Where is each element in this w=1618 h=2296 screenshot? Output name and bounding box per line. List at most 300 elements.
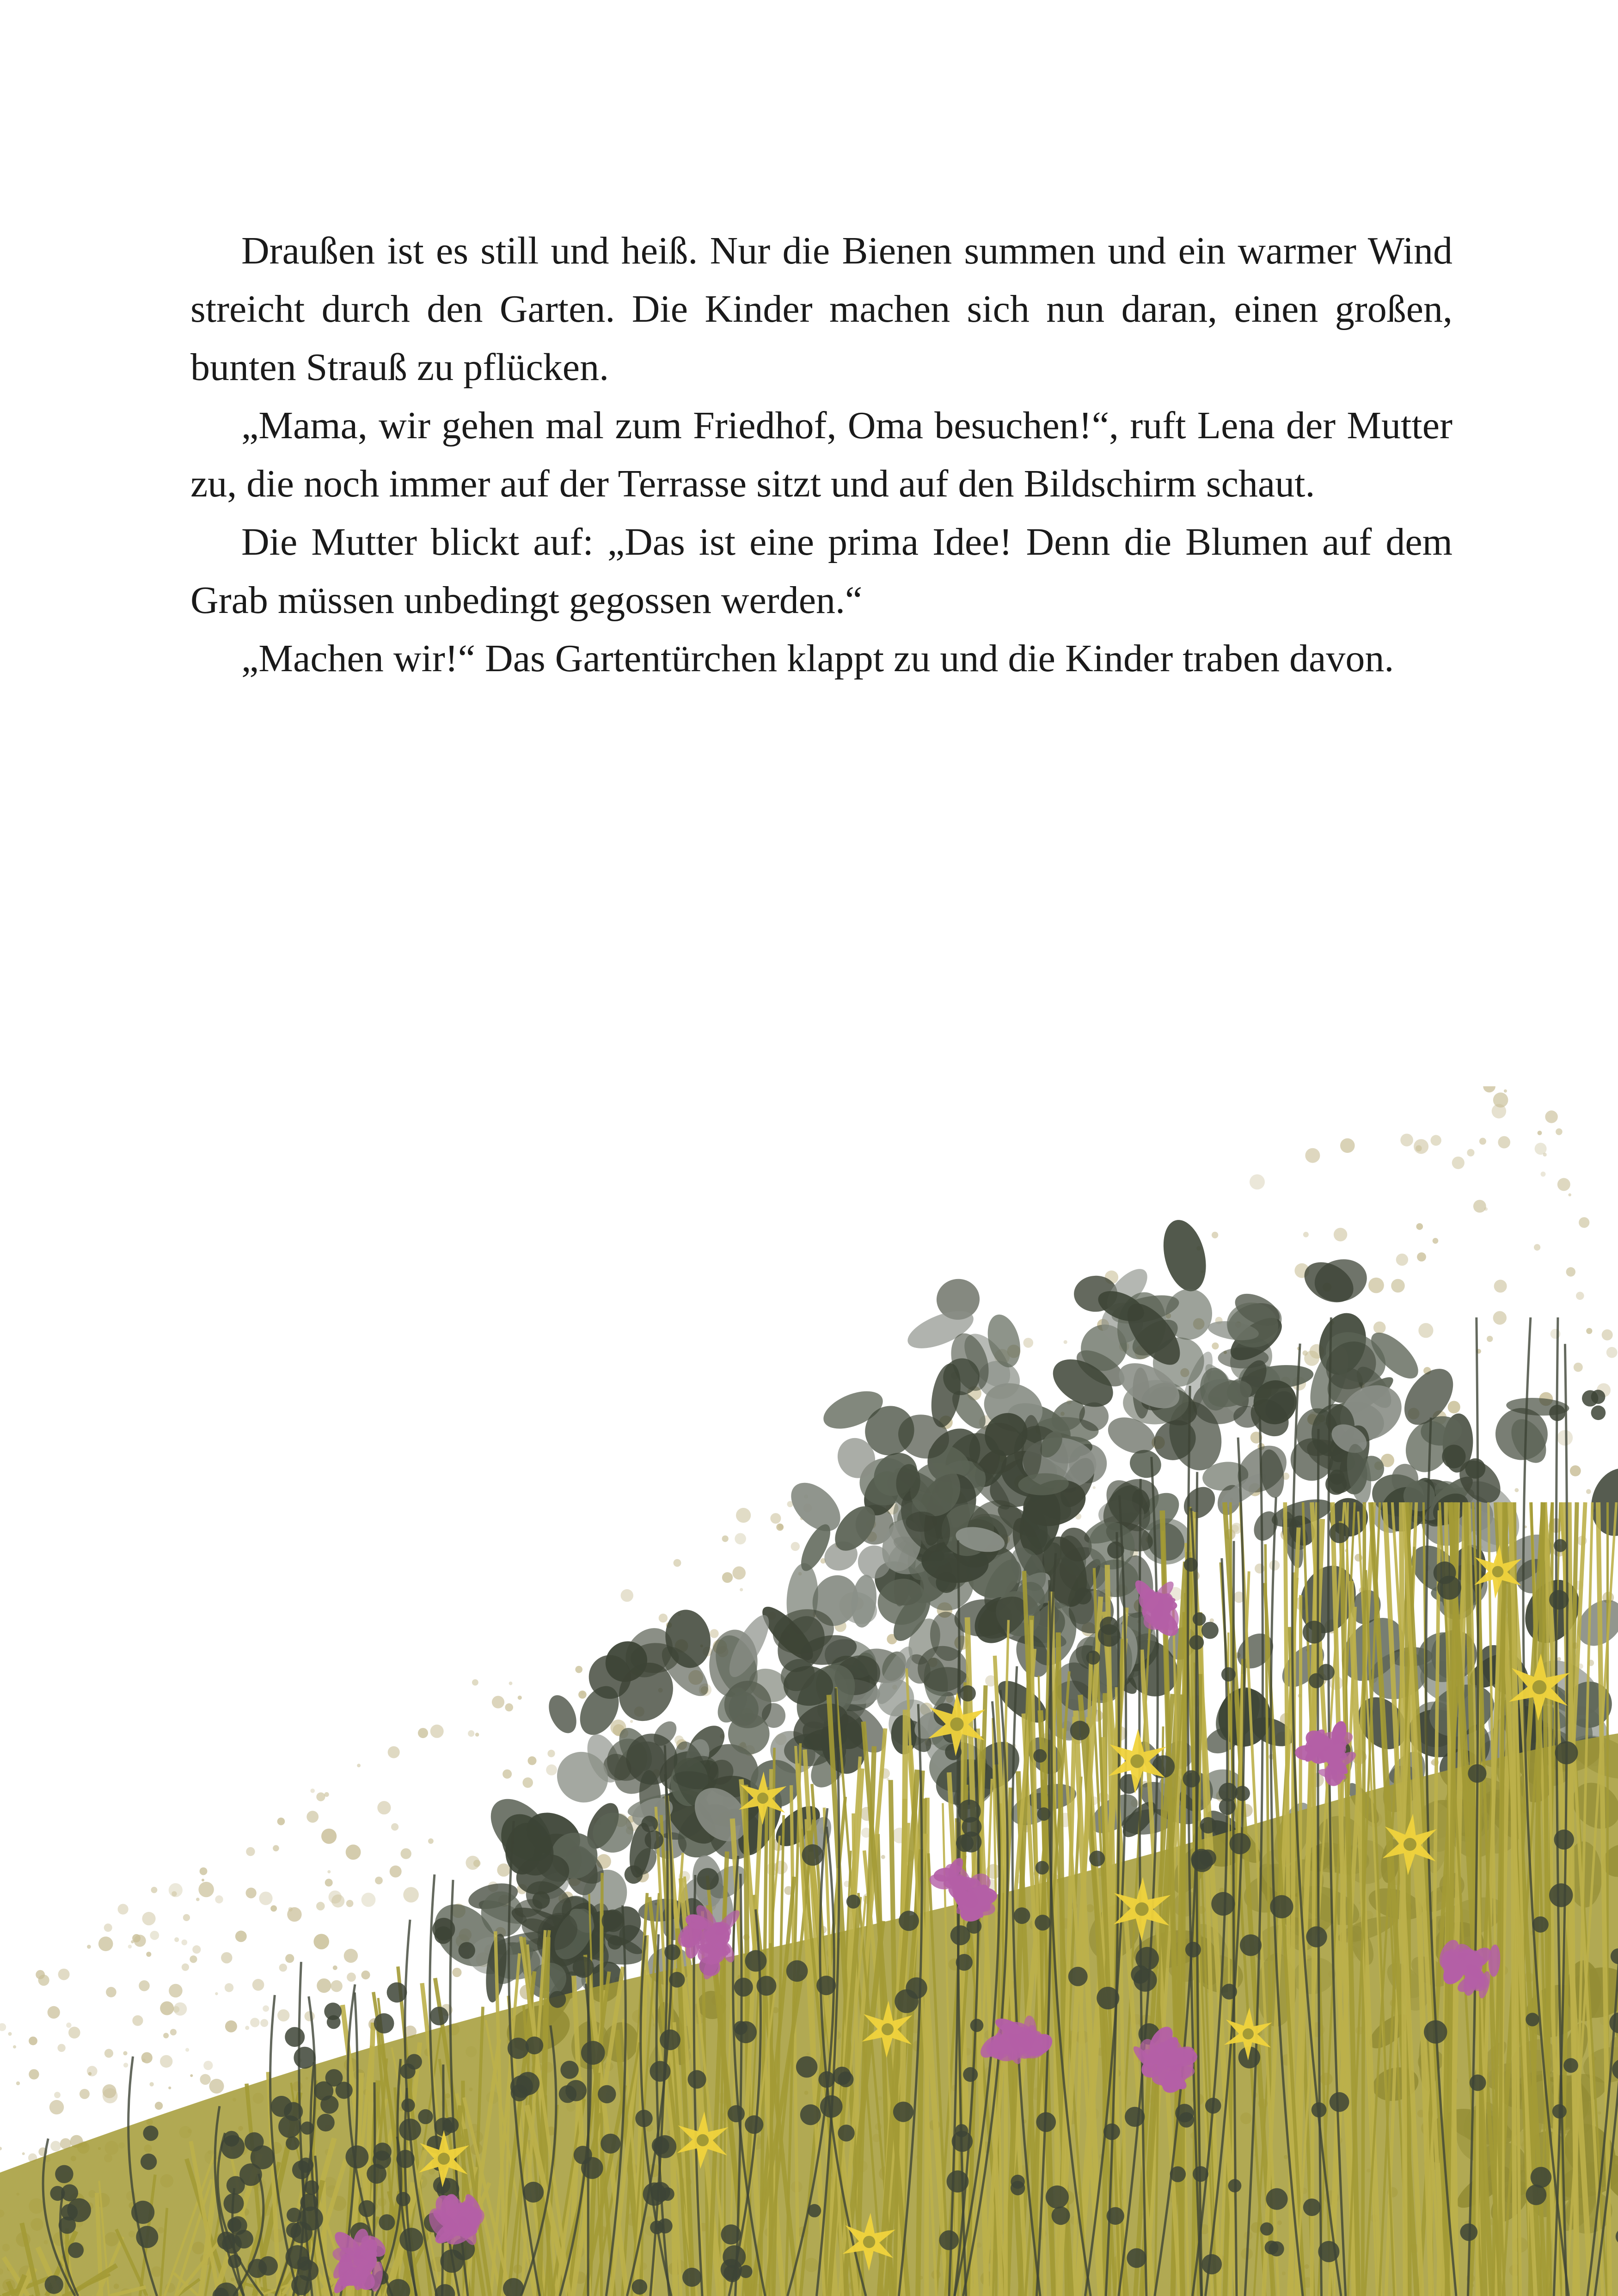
stem-leaf (602, 1910, 625, 1932)
speckle (347, 1972, 356, 1982)
stem-leaf (657, 2218, 673, 2234)
speckle (285, 1954, 294, 1963)
stem-leaf (1330, 2092, 1349, 2112)
stem-leaf (796, 2056, 817, 2077)
stem-leaf (816, 1976, 836, 1995)
speckle (391, 1823, 398, 1831)
speckle (418, 1728, 428, 1738)
stem-leaf (1086, 1651, 1100, 1665)
stem-leaf (560, 2061, 578, 2079)
stem-leaf (1170, 2166, 1186, 2182)
speckle (1586, 1489, 1591, 1494)
speckle (38, 1975, 49, 1986)
speckle (215, 1992, 218, 1995)
speckle (174, 2002, 187, 2016)
speckle (182, 1940, 188, 1946)
speckle (190, 2074, 193, 2077)
speckle (1556, 1128, 1563, 1135)
stem-leaf (939, 2230, 959, 2250)
stem-leaf (734, 2021, 748, 2035)
speckle (735, 1533, 746, 1545)
speckle (13, 2045, 16, 2049)
speckle (310, 1788, 315, 1793)
stem-leaf (745, 1950, 767, 1972)
speckle (497, 1863, 510, 1877)
stem-leaf (346, 2145, 369, 2168)
speckle (1494, 1280, 1507, 1292)
speckle (1586, 1328, 1592, 1334)
stem-leaf (1303, 1621, 1325, 1643)
speckle (0, 2023, 6, 2031)
stem-leaf (67, 2198, 91, 2223)
stem-leaf (248, 2259, 267, 2278)
speckle (118, 1904, 129, 1915)
stem-leaf (598, 2085, 616, 2103)
stem-leaf (285, 2027, 305, 2047)
stem-leaf (802, 1844, 824, 1866)
stem-leaf (960, 1685, 976, 1702)
stem-leaf (1221, 1984, 1237, 1999)
speckle (468, 1730, 474, 1737)
speckle (170, 2029, 177, 2035)
stem-leaf (734, 1978, 753, 1996)
stem-leaf (1014, 1907, 1030, 1924)
speckle (215, 1895, 223, 1903)
stem-leaf (379, 2214, 395, 2230)
stem-leaf (1036, 1861, 1049, 1874)
stem-leaf (508, 2038, 529, 2059)
stem-leaf (1221, 1667, 1236, 1682)
stem-leaf (430, 2007, 448, 2025)
stem-leaf (224, 2131, 239, 2147)
speckle (1551, 1329, 1561, 1339)
stem-leaf (406, 2054, 422, 2069)
speckle (377, 1801, 391, 1814)
stem-leaf (399, 2228, 423, 2251)
stem-leaf (1193, 2166, 1208, 2182)
speckle (1368, 1278, 1384, 1293)
speckle (235, 1931, 247, 1942)
stem-leaf (1468, 1764, 1486, 1783)
stem-leaf (55, 2165, 73, 2183)
speckle (344, 1949, 358, 1963)
stem-leaf (1303, 2198, 1321, 2216)
stem-leaf (1230, 1833, 1251, 1854)
speckle (306, 1811, 319, 1823)
speckle (54, 2092, 61, 2098)
stem-leaf (961, 1831, 981, 1852)
speckle (1250, 1174, 1265, 1189)
speckle (169, 1984, 183, 1998)
speckle (388, 1746, 400, 1758)
stem-leaf (808, 2204, 821, 2217)
speckle (403, 1887, 419, 1903)
speckle (128, 1945, 132, 1948)
stem-leaf (367, 2164, 386, 2184)
yellow-flower-center (1243, 2028, 1254, 2039)
paragraph-4: „Machen wir!“ Das Gartentürchen klappt zu und die Kinder traben davon. (241, 637, 1394, 680)
stem-leaf (1442, 1445, 1465, 1468)
speckle (503, 1769, 512, 1779)
stem-leaf (1185, 1942, 1201, 1958)
speckle (452, 1968, 461, 1977)
speckle (1414, 1139, 1428, 1154)
stem-leaf (1270, 1895, 1293, 1918)
speckle (252, 1979, 264, 1991)
stem-leaf (936, 1572, 956, 1593)
yellow-flower-center (882, 2023, 894, 2035)
speckle (659, 1614, 668, 1623)
stem-leaf (1526, 2013, 1539, 2026)
stem-leaf (399, 2118, 421, 2141)
speckle (740, 1588, 743, 1591)
stem-leaf (1532, 1916, 1549, 1933)
stem-leaf (1240, 1935, 1262, 1956)
speckle (68, 2027, 80, 2039)
speckle (58, 1969, 70, 1980)
speckle (333, 1965, 337, 1970)
stem-leaf (1266, 2188, 1288, 2210)
stem-leaf (432, 1918, 455, 1941)
stem-leaf (1330, 1523, 1350, 1543)
speckle (150, 1931, 159, 1940)
speckle (1400, 1134, 1413, 1147)
speckle (1557, 1178, 1570, 1191)
stem-leaf (1201, 1622, 1219, 1639)
speckle (1493, 1311, 1507, 1324)
stem-leaf (1424, 2020, 1447, 2044)
stem-leaf (1552, 2104, 1567, 2118)
speckle (259, 1892, 272, 1905)
yellow-flower-center (757, 1793, 768, 1804)
stem-leaf (1531, 2167, 1551, 2188)
stem-leaf (286, 2137, 300, 2150)
speckle (581, 1691, 584, 1695)
stem-leaf (721, 2259, 742, 2280)
speckle (1467, 1149, 1474, 1157)
foliage-leaf (1157, 1215, 1213, 1296)
speckle (1483, 1086, 1495, 1092)
speckle (221, 1952, 232, 1963)
speckle (1396, 1254, 1408, 1266)
stem-leaf (1269, 2241, 1284, 2257)
stem-leaf (739, 2265, 752, 2278)
stem-leaf (899, 1911, 919, 1931)
speckle (1212, 1342, 1219, 1349)
speckle (1373, 1322, 1386, 1334)
speckle (430, 1725, 444, 1738)
stem-leaf (1434, 1561, 1456, 1584)
speckle (528, 1757, 537, 1765)
yellow-flower-center (1532, 1680, 1547, 1695)
speckle (151, 1887, 158, 1893)
speckle (174, 1937, 179, 1942)
stem-leaf (1555, 1741, 1578, 1764)
stem-leaf (906, 1978, 927, 1999)
speckle (1473, 1200, 1486, 1213)
speckle (87, 2066, 98, 2076)
speckle (1498, 1136, 1510, 1149)
stem-leaf (297, 2257, 312, 2271)
speckle (132, 2015, 143, 2026)
stem-leaf (418, 2109, 433, 2124)
stem-leaf (68, 2242, 84, 2258)
speckle (1557, 1657, 1561, 1661)
stem-leaf (396, 2192, 411, 2206)
speckle (123, 2051, 127, 2055)
speckle (346, 1844, 361, 1860)
speckle (1305, 1148, 1320, 1163)
stem-leaf (45, 2275, 63, 2294)
stem-leaf (1131, 1965, 1149, 1984)
stem-leaf (1125, 2107, 1145, 2127)
speckle (331, 1894, 344, 1907)
stem-leaf (1036, 2112, 1056, 2132)
yellow-flower-center (863, 2236, 875, 2248)
speckle (1576, 1292, 1584, 1300)
speckle (1492, 1104, 1506, 1118)
speckle (202, 1879, 204, 1881)
speckle (331, 1980, 343, 1992)
stem-leaf (1183, 1770, 1200, 1788)
speckle (160, 2002, 174, 2015)
stem-leaf (601, 2134, 620, 2154)
speckle (155, 2102, 163, 2110)
speckle (1418, 1323, 1433, 1338)
speckle (324, 1792, 329, 1797)
stem-leaf (1219, 1783, 1238, 1802)
speckle (1545, 1110, 1557, 1123)
speckle (1431, 1135, 1441, 1145)
paragraph-1: Draußen ist es still und heiß. Nur die Bienen summen und ein warmer Wind streicht durch den Garten. Die Kinder machen sich nun daran, einen großen, bunten Strauß zu pflücken. (190, 229, 1453, 389)
stem-leaf (1306, 1926, 1327, 1947)
speckle (305, 2011, 315, 2021)
speckle (22, 2152, 25, 2155)
speckle (621, 1589, 633, 1602)
stem-leaf (239, 2163, 262, 2186)
speckle (1303, 1350, 1308, 1355)
stem-leaf (299, 2207, 323, 2231)
stem-leaf (396, 2150, 415, 2168)
stem-leaf (1200, 1817, 1217, 1834)
stem-leaf (320, 2095, 338, 2113)
stem-leaf (387, 1982, 407, 2002)
stem-leaf (559, 2085, 576, 2103)
speckle (710, 1629, 718, 1638)
stem-leaf (1046, 2186, 1069, 2209)
stem-leaf (1549, 1883, 1573, 1907)
speckle (722, 1536, 729, 1542)
speckle (1602, 1329, 1613, 1341)
stem-leaf (374, 2013, 394, 2033)
speckle (263, 2005, 269, 2012)
speckle (732, 1567, 746, 1580)
speckle (16, 2082, 20, 2085)
speckle (141, 2052, 153, 2063)
stem-leaf (1470, 2075, 1486, 2091)
stem-leaf (1011, 2181, 1025, 2195)
stem-leaf (1075, 1587, 1092, 1604)
speckle (192, 1945, 201, 1953)
speckle (200, 2074, 210, 2085)
stem-leaf (652, 2137, 669, 2155)
grass-blade (324, 2182, 325, 2296)
speckle (776, 1524, 784, 1531)
speckle (1448, 1401, 1460, 1414)
speckle (390, 1866, 402, 1878)
speckle (475, 1733, 479, 1736)
foliage-leaf (1310, 1254, 1372, 1307)
speckle (8, 2032, 12, 2036)
speckle (1514, 1488, 1519, 1492)
speckle (881, 1855, 885, 1859)
speckle (172, 1891, 177, 1896)
stem-leaf (745, 2115, 763, 2134)
stem-leaf (1554, 1539, 1567, 1552)
speckle (1579, 1217, 1589, 1228)
speckle (321, 1829, 337, 1844)
speckle (1334, 1228, 1347, 1241)
stem-leaf (1330, 1469, 1345, 1485)
stem-leaf (608, 1935, 622, 1950)
speckle (1433, 1238, 1439, 1244)
stem-leaf (549, 1991, 566, 2008)
speckle (1574, 1363, 1583, 1372)
stem-leaf (1127, 2248, 1146, 2268)
speckle (260, 2019, 268, 2027)
speckle (1479, 1138, 1486, 1145)
yellow-flower-center (1130, 1754, 1144, 1768)
speckle (104, 2049, 113, 2057)
stem-leaf (728, 2105, 745, 2122)
stem-leaf (645, 1831, 664, 1849)
stem-leaf (970, 2019, 984, 2032)
speckle (1570, 1465, 1581, 1476)
speckle (200, 1867, 208, 1875)
stem-leaf (833, 2067, 852, 2085)
speckle (428, 1838, 434, 1844)
stem-leaf (224, 2193, 244, 2214)
speckle (466, 1856, 479, 1870)
stem-leaf (682, 2268, 701, 2287)
stem-leaf (1070, 1721, 1090, 1740)
stem-leaf (1563, 2058, 1578, 2073)
speckle (770, 1513, 781, 1524)
stem-leaf (641, 1816, 658, 1832)
stem-leaf (1035, 1915, 1050, 1930)
speckle (1538, 1131, 1542, 1135)
speckle (1064, 1340, 1067, 1344)
stem-leaf (1318, 1664, 1335, 1681)
speckle (246, 1888, 257, 1898)
stem-leaf (1591, 1406, 1606, 1420)
speckle (1487, 1336, 1493, 1342)
stem-leaf (228, 2216, 247, 2235)
speckle (1606, 1347, 1618, 1358)
stem-leaf (1107, 2207, 1124, 2225)
stem-leaf (374, 2143, 392, 2161)
speckle (674, 1559, 681, 1567)
speckle (546, 1764, 557, 1776)
stem-leaf (786, 1960, 808, 1982)
story-text (190, 222, 1453, 688)
speckle (246, 1847, 255, 1856)
speckle (316, 1793, 325, 1801)
speckle (361, 1971, 370, 1979)
stem-leaf (1460, 2223, 1477, 2241)
speckle (1568, 1194, 1571, 1197)
stem-leaf (893, 2102, 913, 2122)
yellow-flower-center (950, 1717, 963, 1731)
speckle (1024, 1338, 1034, 1348)
speckle (327, 1870, 331, 1874)
stem-leaf (284, 2102, 303, 2121)
paragraph-3: Die Mutter blickt auf: „Das ist eine prima Idee! Denn die Blumen auf dem Grab müssen unbedingt gegossen werden.“ (190, 520, 1453, 622)
stem-leaf (1549, 1405, 1565, 1421)
speckle (104, 1923, 112, 1932)
stem-leaf (838, 2125, 854, 2141)
stem-leaf (327, 2015, 341, 2029)
stem-leaf (1100, 1616, 1118, 1635)
speckle (362, 1893, 376, 1907)
speckle (209, 2079, 224, 2094)
speckle (29, 2069, 39, 2079)
speckle (492, 1696, 504, 1708)
stem-leaf (1591, 1390, 1606, 1404)
speckle (1212, 1232, 1218, 1238)
speckle (168, 2087, 171, 2089)
speckle (736, 1508, 751, 1523)
stem-leaf (459, 1942, 475, 1959)
speckle (87, 1945, 91, 1949)
stem-leaf (533, 1891, 550, 1909)
speckle (190, 1955, 197, 1963)
speckle (142, 1912, 155, 1925)
speckle (277, 2009, 289, 2021)
speckle (1340, 1139, 1355, 1153)
stem-leaf (1097, 1987, 1119, 2009)
stem-leaf (510, 2076, 533, 2098)
speckle (279, 1964, 287, 1971)
meadow-illustration (0, 1086, 1618, 2296)
speckle (1534, 1244, 1540, 1250)
yellow-flower-center (697, 2134, 709, 2146)
stem-leaf (721, 2224, 741, 2245)
speckle (149, 2082, 153, 2086)
stem-leaf (1549, 1590, 1569, 1610)
speckle (196, 1898, 200, 1901)
speckle (57, 2044, 65, 2052)
speckle (80, 2089, 90, 2099)
stem-leaf (294, 2047, 315, 2069)
stem-leaf (573, 1957, 594, 1978)
stem-leaf (664, 1944, 680, 1960)
speckle (123, 2063, 128, 2067)
stem-leaf (697, 1868, 719, 1890)
speckle (401, 1848, 411, 1859)
stem-leaf (1465, 1458, 1485, 1479)
speckle (49, 2100, 64, 2114)
stem-leaf (650, 2061, 671, 2082)
speckle (1504, 1090, 1507, 1093)
stem-leaf (401, 2099, 415, 2112)
speckle (1303, 1232, 1309, 1237)
stem-leaf (1052, 2206, 1070, 2225)
speckle (103, 2084, 116, 2098)
grass-blade (926, 1798, 927, 2296)
speckle (198, 1882, 214, 1897)
speckle (48, 2006, 60, 2019)
